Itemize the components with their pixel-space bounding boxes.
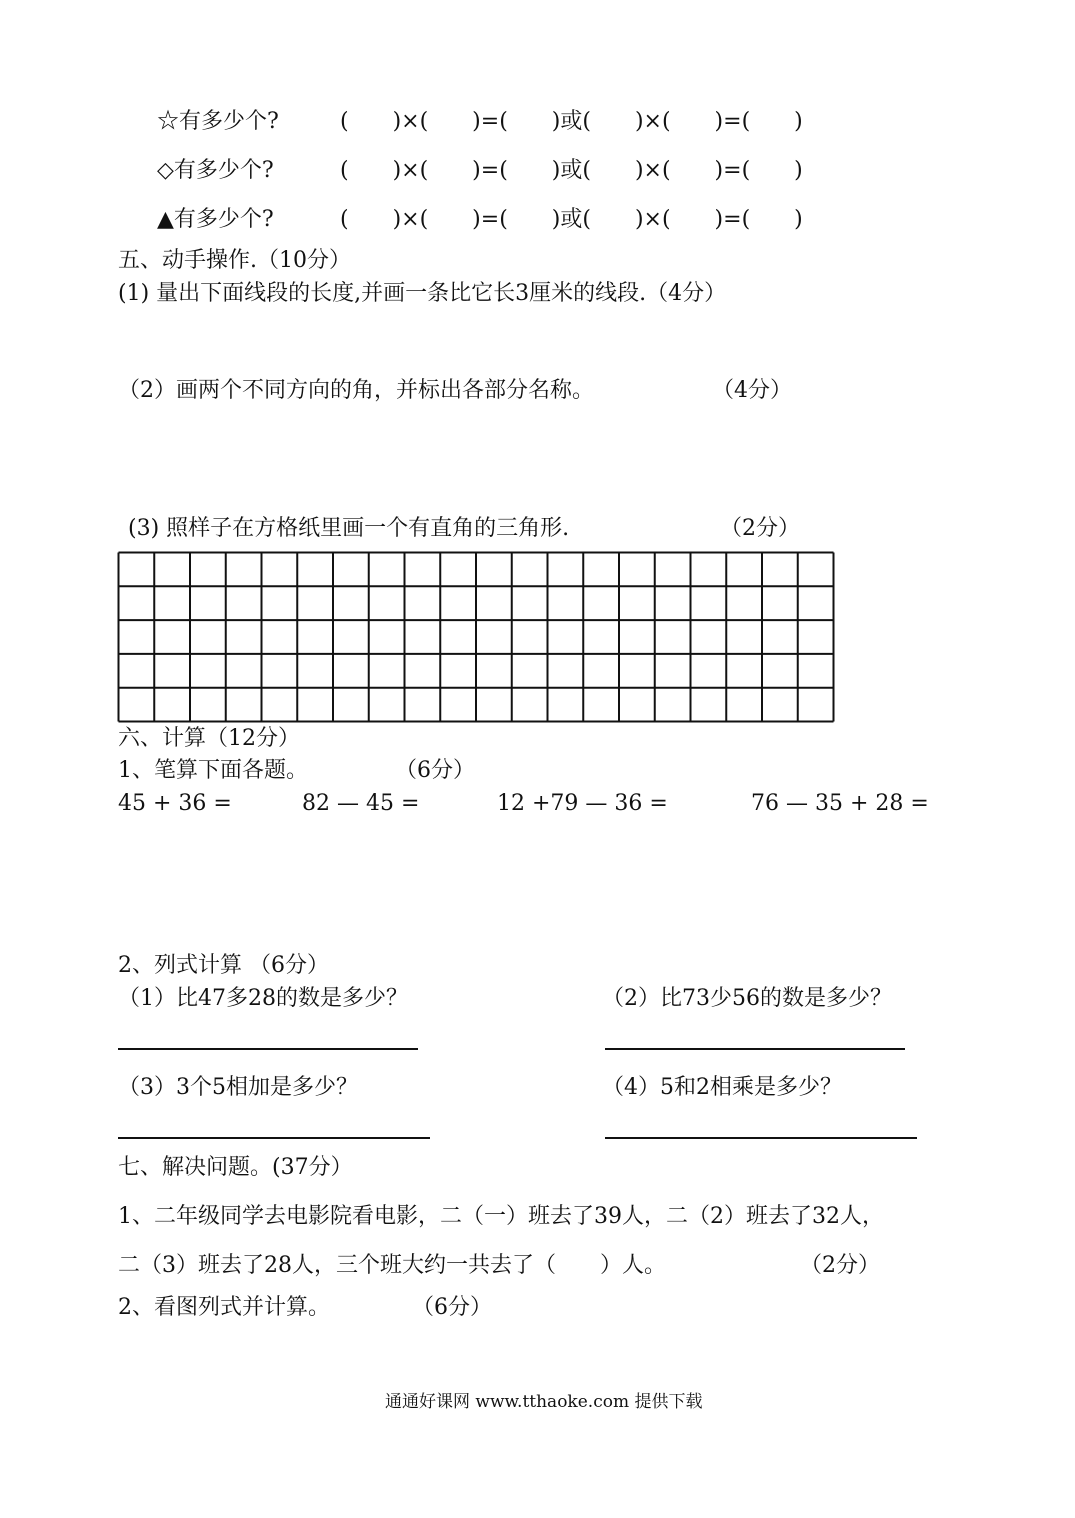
section-5-title: 五、动手操作.（10分） [118,248,351,273]
section-5-question-1: (1) 量出下面线段的长度,并画一条比它长3厘米的线段.（4分） [118,281,727,306]
count-question-star-label: ☆有多少个? [157,109,279,134]
section-6-title: 六、计算（12分） [118,726,300,751]
count-question-triangle-label: ▲有多少个? [157,207,274,232]
section-5-question-3-points: （2分） [720,516,800,541]
count-question-diamond-formula: ( )×( )=( )或( )×( )=( ) [340,158,803,183]
section-7-question-1-line-1: 1、二年级同学去电影院看电影，二（一）班去了39人，二（2）班去了32人， [118,1204,884,1229]
answer-line-1[interactable] [118,1048,418,1050]
section-5-question-2-points: （4分） [712,378,792,403]
answer-line-3[interactable] [118,1137,430,1139]
word-question-1: （1）比47多28的数是多少？ [118,986,408,1011]
footer-text: 通通好课网 www.tthaoke.com 提供下载 [385,1392,703,1412]
section-7-question-2: 2、看图列式并计算。 [118,1295,330,1320]
word-question-2: （2）比73少56的数是多少？ [602,986,892,1011]
expression-1: 45 + 36 = [118,791,232,816]
section-7-question-1-line-2: 二（3）班去了28人，三个班大约一共去了（ ）人。 [118,1253,666,1278]
section-5-question-3: (3) 照样子在方格纸里画一个有直角的三角形. [128,516,570,541]
section-6-part-1-points: （6分） [395,758,475,783]
section-5-question-2: （2）画两个不同方向的角，并标出各部分名称。 [118,378,594,403]
word-question-4: （4）5和2相乘是多少？ [602,1075,842,1100]
section-7-question-2-points: （6分） [412,1295,492,1320]
section-6-part-2-title: 2、列式计算 （6分） [118,953,329,978]
grid-paper[interactable] [117,551,835,723]
count-question-star-formula: ( )×( )=( )或( )×( )=( ) [340,109,803,134]
expression-4: 76 — 35 + 28 = [751,791,929,816]
expression-2: 82 — 45 = [302,791,420,816]
count-question-triangle-formula: ( )×( )=( )或( )×( )=( ) [340,207,803,232]
answer-line-4[interactable] [605,1137,917,1139]
count-question-diamond-label: ◇有多少个? [157,158,274,183]
word-question-3: （3）3个5相加是多少？ [118,1075,358,1100]
expression-3: 12 +79 — 36 = [497,791,668,816]
section-7-question-1-points: （2分） [800,1253,880,1278]
section-6-part-1-title: 1、笔算下面各题。 [118,758,308,783]
section-7-title: 七、解决问题。(37分） [118,1155,353,1180]
answer-line-2[interactable] [605,1048,905,1050]
